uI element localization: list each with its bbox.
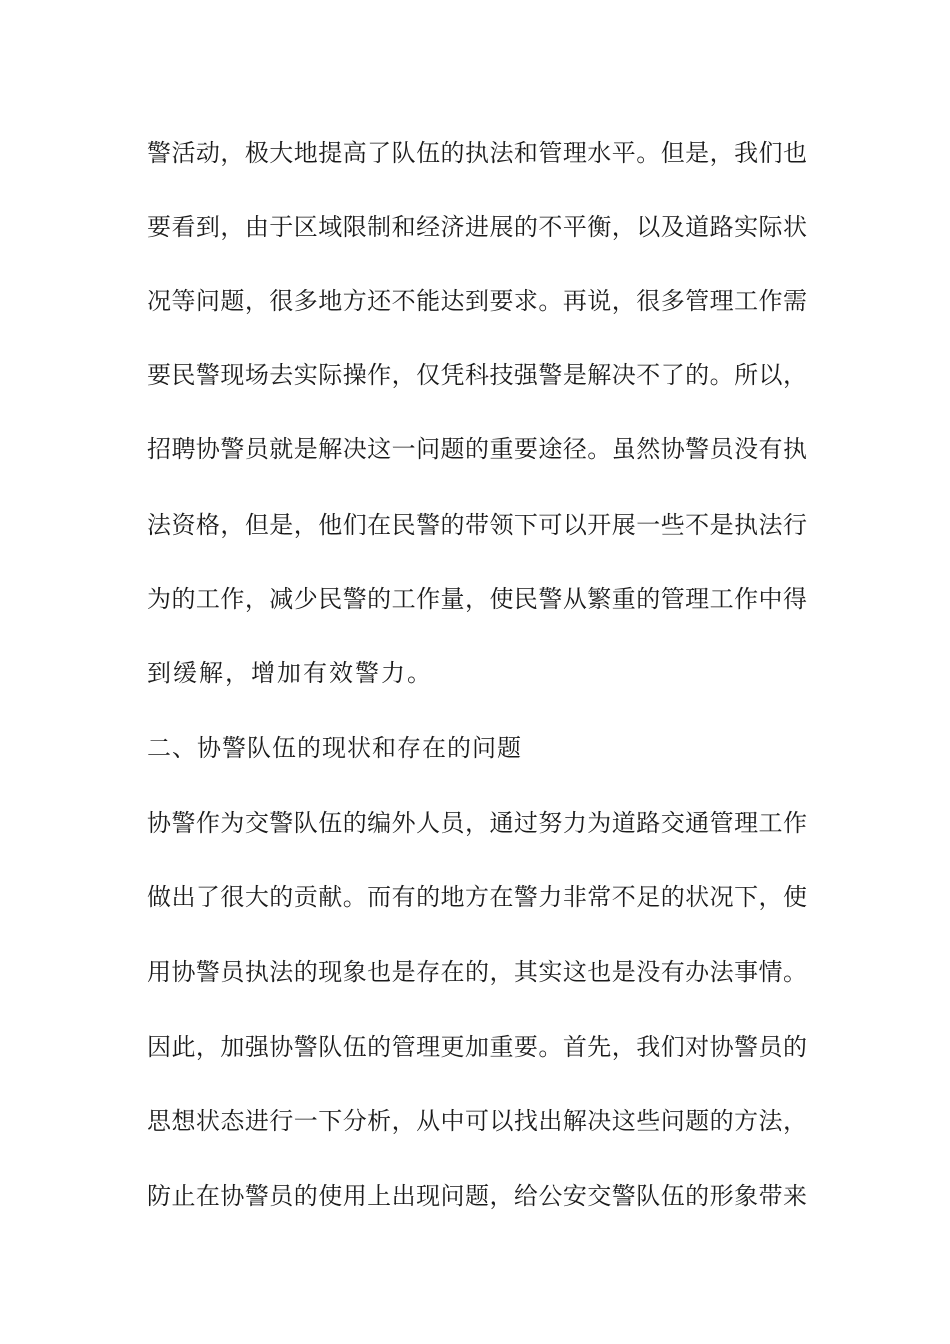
paragraph-line: 要看到，由于区域限制和经济进展的不平衡，以及道路实际状 [147, 213, 807, 241]
section-heading: 二、协警队伍的现状和存在的问题 [147, 734, 522, 762]
paragraph-line: 做出了很大的贡献。而有的地方在警力非常不足的状况下，使 [147, 883, 807, 911]
paragraph-line: 因此，加强协警队伍的管理更加重要。首先，我们对协警员的 [147, 1033, 807, 1061]
paragraph-line: 要民警现场去实际操作，仅凭科技强警是解决不了的。所以， [147, 361, 807, 389]
paragraph-line: 为的工作，减少民警的工作量，使民警从繁重的管理工作中得 [147, 585, 807, 613]
paragraph-line: 防止在协警员的使用上出现问题，给公安交警队伍的形象带来 [147, 1182, 807, 1210]
paragraph-line: 协警作为交警队伍的编外人员，通过努力为道路交通管理工作 [147, 809, 807, 837]
paragraph-line: 招聘协警员就是解决这一问题的重要途径。虽然协警员没有执 [147, 435, 807, 463]
paragraph-line: 思想状态进行一下分析，从中可以找出解决这些问题的方法， [147, 1107, 807, 1135]
paragraph-line: 警活动，极大地提高了队伍的执法和管理水平。但是，我们也 [147, 139, 807, 167]
paragraph-line: 用协警员执法的现象也是存在的，其实这也是没有办法事情。 [147, 958, 807, 986]
paragraph-line: 到缓解，增加有效警力。 [147, 659, 433, 687]
paragraph-line: 况等问题，很多地方还不能达到要求。再说，很多管理工作需 [147, 287, 807, 315]
paragraph-line: 法资格，但是，他们在民警的带领下可以开展一些不是执法行 [147, 511, 807, 539]
